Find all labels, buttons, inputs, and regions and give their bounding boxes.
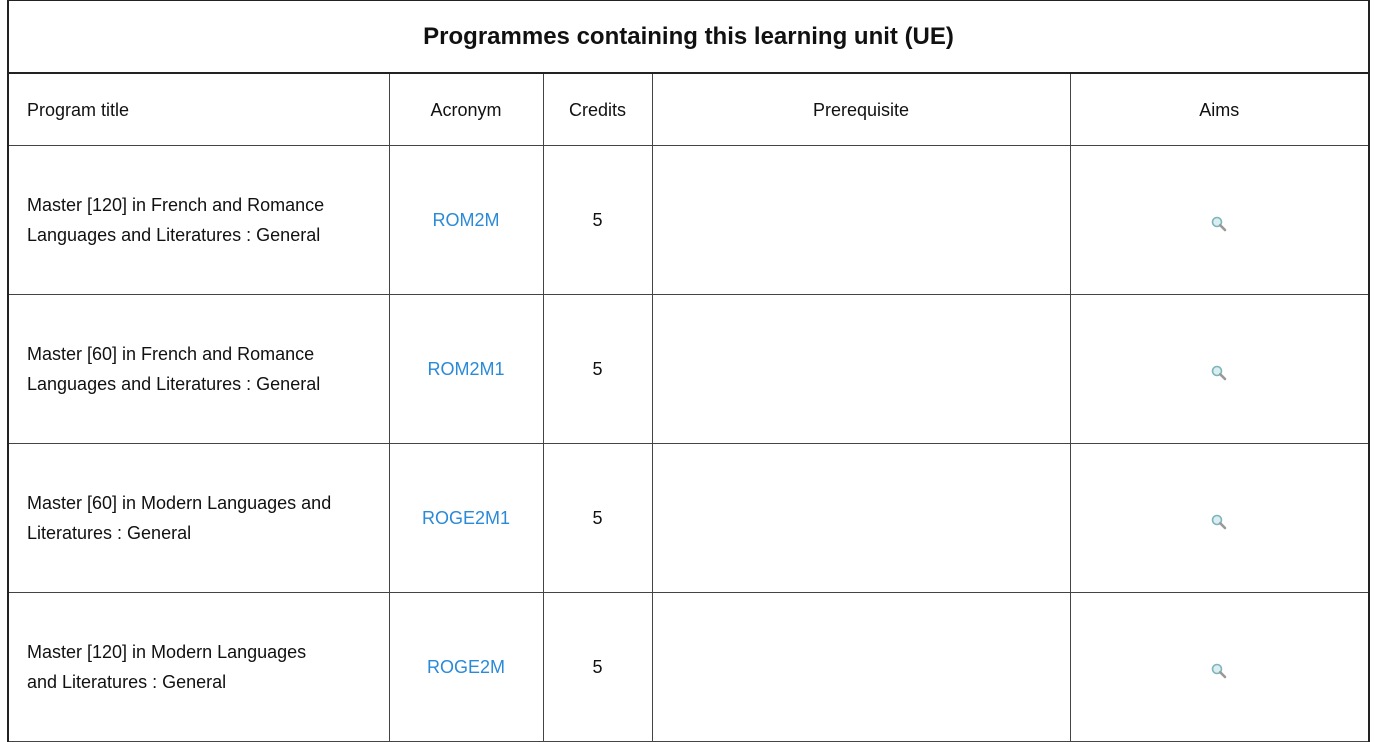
prerequisite-value: [652, 444, 1070, 593]
programmes-table-container: [7, 0, 1368, 742]
table-header-row: [8, 73, 1369, 146]
program-title: Master [120] in Modern Languages and Literatures : General: [27, 642, 307, 692]
credits-value: 5: [543, 295, 652, 444]
prerequisite-value: [652, 593, 1070, 742]
program-title: Master [120] in French and Romance Languages and Literatures : General: [27, 195, 325, 245]
header-acronym: Acronym: [389, 73, 543, 146]
credits-value: 5: [543, 593, 652, 742]
prerequisite-value: [652, 146, 1070, 295]
prerequisite-value: [652, 295, 1070, 444]
acronym-cell: [389, 444, 543, 593]
table-row: [8, 146, 1369, 295]
table-row: [8, 593, 1369, 742]
program-title-cell: [8, 295, 389, 444]
table-row: [8, 295, 1369, 444]
header-credits: Credits: [543, 73, 652, 146]
program-title-cell: [8, 593, 389, 742]
credits-value: 5: [543, 146, 652, 295]
aims-cell: [1070, 444, 1369, 593]
program-title: Master [60] in French and Romance Languages and Literatures : General: [27, 344, 321, 394]
aims-cell: [1070, 593, 1369, 742]
credits-value: 5: [543, 444, 652, 593]
aims-cell: [1070, 295, 1369, 444]
acronym-cell: [389, 295, 543, 444]
acronym-link[interactable]: ROM2M1: [427, 359, 505, 379]
header-program-title: Program title: [8, 73, 389, 146]
header-prerequisite: Prerequisite: [652, 73, 1070, 146]
acronym-link[interactable]: ROGE2M: [426, 657, 505, 677]
program-title: Master [60] in Modern Languages and Literatures : General: [27, 493, 332, 543]
table-row: [8, 444, 1369, 593]
acronym-link[interactable]: ROM2M: [432, 210, 500, 230]
acronym-cell: [389, 146, 543, 295]
magnifier-icon[interactable]: [1210, 659, 1228, 677]
program-title-cell: [8, 444, 389, 593]
table-caption: Programmes containing this learning unit (UE): [8, 1, 1369, 74]
magnifier-icon[interactable]: [1210, 212, 1228, 230]
aims-cell: [1070, 146, 1369, 295]
acronym-link[interactable]: ROGE2M1: [421, 508, 511, 528]
acronym-cell: [389, 593, 543, 742]
magnifier-icon[interactable]: [1210, 510, 1228, 528]
programmes-table: [7, 0, 1370, 742]
magnifier-icon[interactable]: [1210, 361, 1228, 379]
header-aims: Aims: [1070, 73, 1369, 146]
program-title-cell: [8, 146, 389, 295]
